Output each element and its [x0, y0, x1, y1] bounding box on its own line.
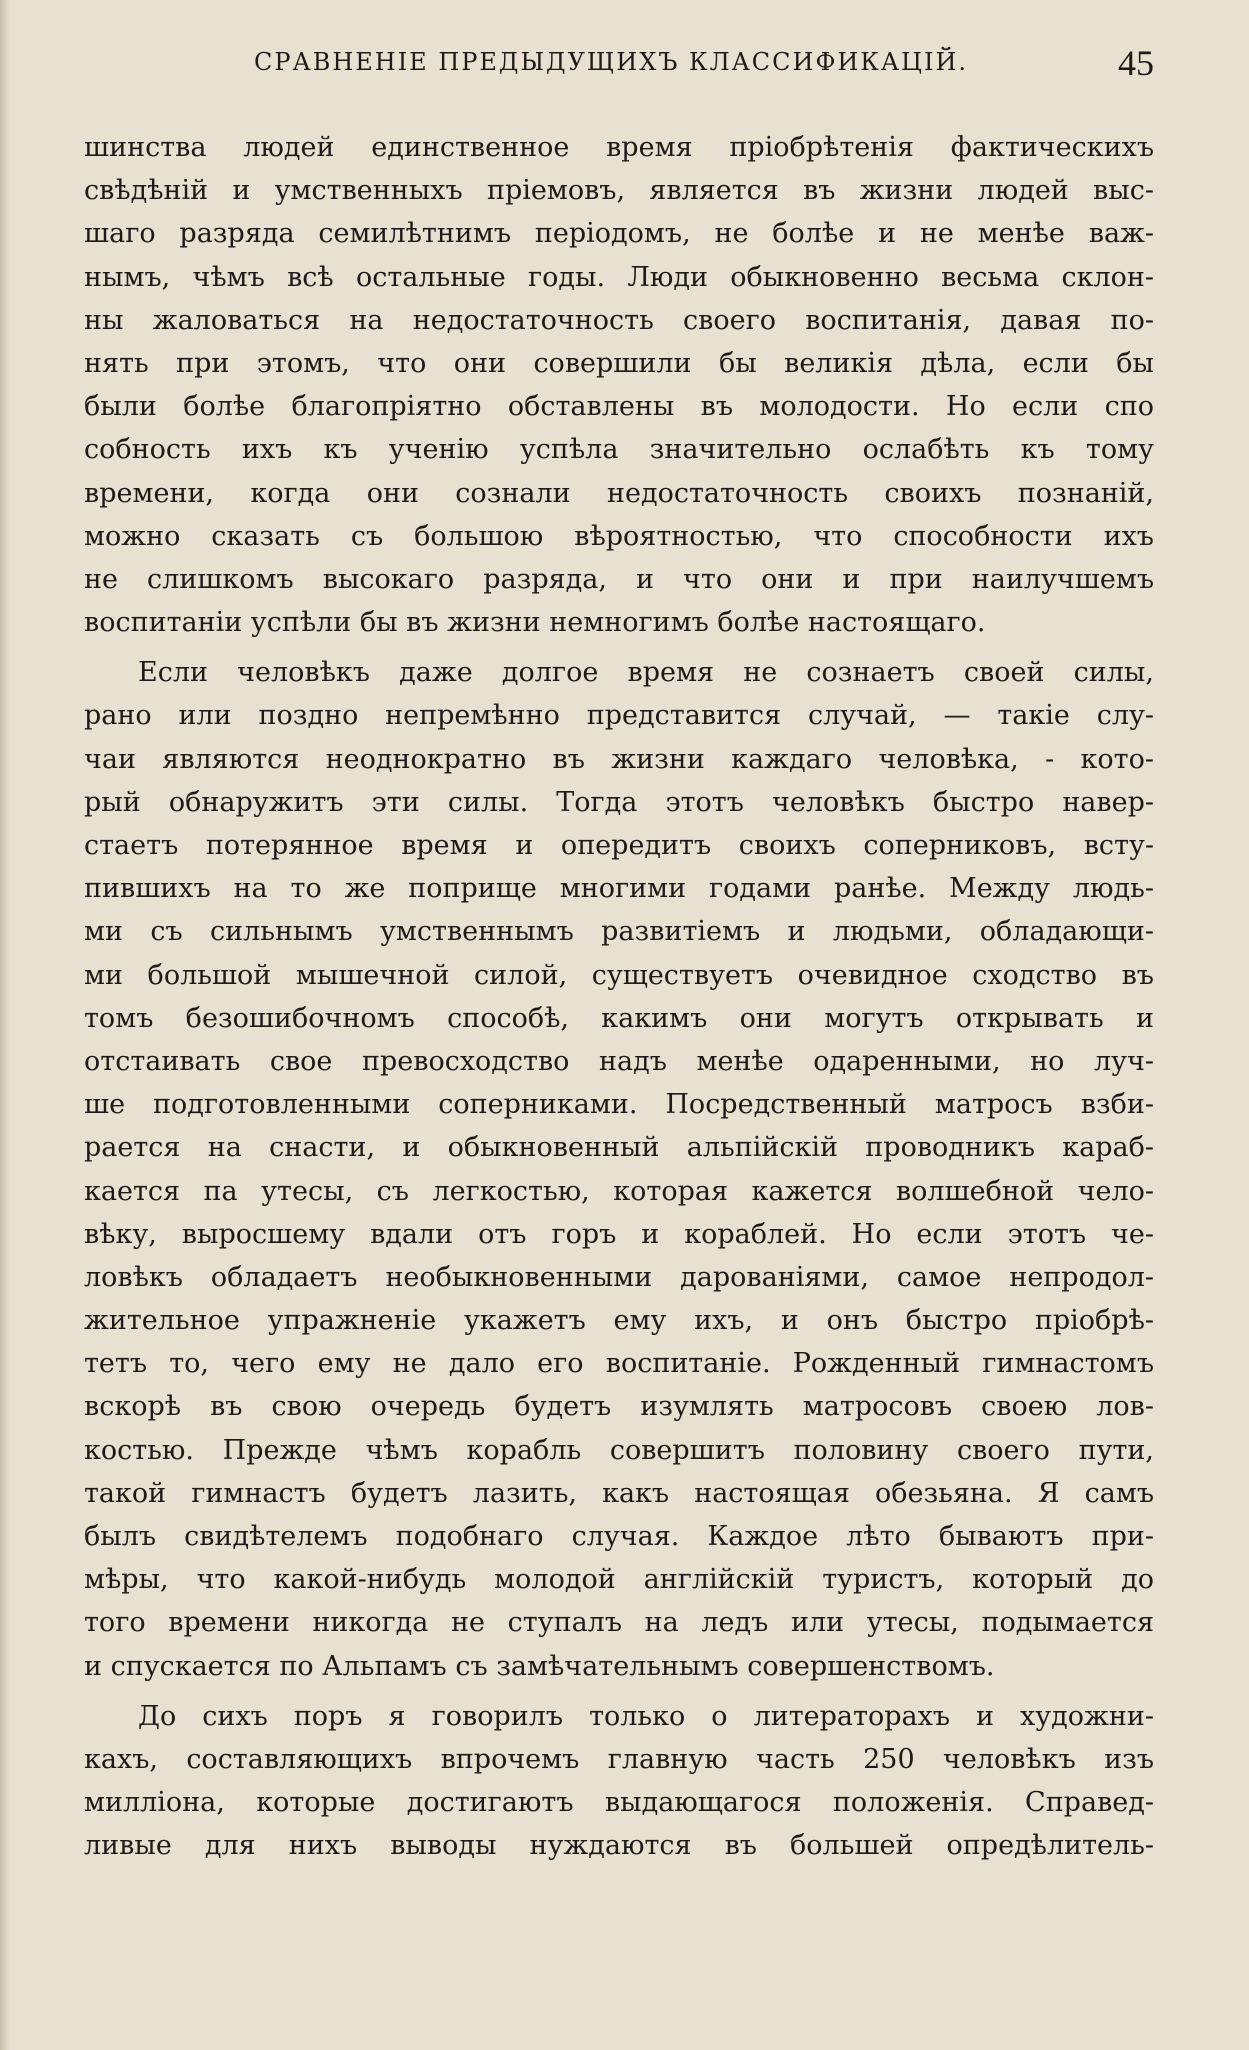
text-line: того времени никогда не ступалъ на ледъ или утесы, подымается	[84, 1607, 1154, 1639]
text-line: такой гимнастъ будетъ лазить, какъ настоящая обезьяна. Я самъ	[84, 1477, 1154, 1509]
text-line: тетъ то, чего ему не дало его воспитаніе. Рожденный гимнастомъ	[84, 1348, 1154, 1380]
text-line: свѣдѣній и умственныхъ пріемовъ, является въ жизни людей выс-	[84, 175, 1154, 207]
page-header	[84, 43, 1154, 88]
text-line: костью. Прежде чѣмъ корабль совершитъ половину своего пути,	[84, 1434, 1154, 1466]
text-line: можно сказать съ большою вѣроятностью, что способности ихъ	[84, 520, 1154, 552]
text-line: шинства людей единственное время пріобрѣтенія фактическихъ	[84, 132, 1154, 163]
page-number: 45	[1118, 43, 1154, 83]
text-line: стаетъ потерянное время и опередитъ своихъ соперниковъ, всту-	[84, 830, 1154, 861]
paragraph	[84, 126, 1154, 644]
text-line: ливые для нихъ выводы нуждаются въ большей опредѣлитель-	[84, 1830, 1154, 1862]
text-line: не слишкомъ высокаго разряда, и что они и при наилучшемъ	[84, 563, 1154, 595]
text-line: ми большой мышечной силой, существуетъ очевидное сходство въ	[84, 959, 1154, 991]
text-line: ше подготовленными соперниками. Посредственный матросъ взби-	[84, 1089, 1154, 1121]
text-line: пившихъ на то же поприще многими годами ранѣе. Между людь-	[84, 873, 1154, 905]
text-line: собность ихъ къ ученію успѣла значительно ослабѣть къ тому	[84, 434, 1154, 466]
text-line: кается па утесы, съ легкостью, которая кажется волшебной чело-	[84, 1175, 1154, 1207]
text-line: шаго разряда семилѣтнимъ періодомъ, не болѣе и не менѣе важ-	[84, 218, 1154, 250]
text-line: времени, когда они сознали недостаточность своихъ познаній,	[84, 477, 1154, 509]
page-edge-shadow	[0, 0, 10, 2050]
text-line: отстаивать свое превосходство надъ менѣе одаренными, но луч-	[84, 1045, 1154, 1077]
paragraph	[84, 651, 1154, 1688]
paragraph-gap	[84, 1688, 1154, 1695]
text-line: ны жаловаться на недостаточность своего воспитанія, давая по-	[84, 304, 1154, 336]
text-line: рается на снасти, и обыкновенный альпійскій проводникъ караб-	[84, 1132, 1154, 1164]
text-line: До сихъ поръ я говорилъ только о литераторахъ и художни-	[138, 1700, 1154, 1732]
body-text	[84, 126, 1154, 1868]
text-line: былъ свидѣтелемъ подобнаго случая. Каждое лѣто бываютъ при-	[84, 1521, 1154, 1552]
text-line: вскорѣ въ свою очередь будетъ изумлять матросовъ своею лов-	[84, 1391, 1154, 1423]
text-line: ловѣкъ обладаетъ необыкновенными дарованіями, самое непродол-	[84, 1261, 1154, 1293]
text-line: и спускается по Альпамъ съ замѣчательнымъ совершенствомъ.	[84, 1650, 995, 1682]
text-line: Если человѣкъ даже долгое время не сознаетъ своей силы,	[138, 657, 1154, 689]
paragraph-gap	[84, 644, 1154, 651]
text-line: были болѣе благопріятно обставлены въ молодости. Но если спо	[84, 391, 1154, 423]
text-line: милліона, которые достигаютъ выдающагося положенія. Справед-	[84, 1787, 1154, 1819]
paragraph	[84, 1695, 1154, 1868]
text-line: томъ безошибочномъ способѣ, какимъ они могутъ открывать и	[84, 1002, 1154, 1034]
text-line: чаи являются неоднократно въ жизни каждаго человѣка, - кото-	[84, 743, 1154, 775]
text-line: ми съ сильнымъ умственнымъ развитіемъ и людьми, обладающи-	[84, 916, 1154, 948]
text-line: нымъ, чѣмъ всѣ остальные годы. Люди обыкновенно весьма склон-	[84, 261, 1154, 293]
text-line: кахъ, составляющихъ впрочемъ главную часть 250 человѣкъ изъ	[84, 1743, 1154, 1775]
text-line: рый обнаружитъ эти силы. Тогда этотъ человѣкъ быстро навер-	[84, 786, 1154, 818]
text-line: нять при этомъ, что они совершили бы великія дѣла, если бы	[84, 347, 1154, 379]
text-line: рано или поздно непремѣнно представится случай, — такіе слу-	[84, 700, 1154, 732]
text-line: жительное упражненіе укажетъ ему ихъ, и онъ быстро пріобрѣ-	[84, 1305, 1154, 1337]
running-head: СРАВНЕНІЕ ПРЕДЫДУЩИХЪ КЛАССИФИКАЦІЙ.	[254, 48, 969, 76]
text-line: мѣры, что какой-нибудь молодой англійскій туристъ, который до	[84, 1564, 1154, 1596]
text-line: вѣку, выросшему вдали отъ горъ и кораблей. Но если этотъ че-	[84, 1218, 1154, 1250]
text-line: воспитаніи успѣли бы въ жизни немногимъ болѣе настоящаго.	[84, 607, 986, 639]
